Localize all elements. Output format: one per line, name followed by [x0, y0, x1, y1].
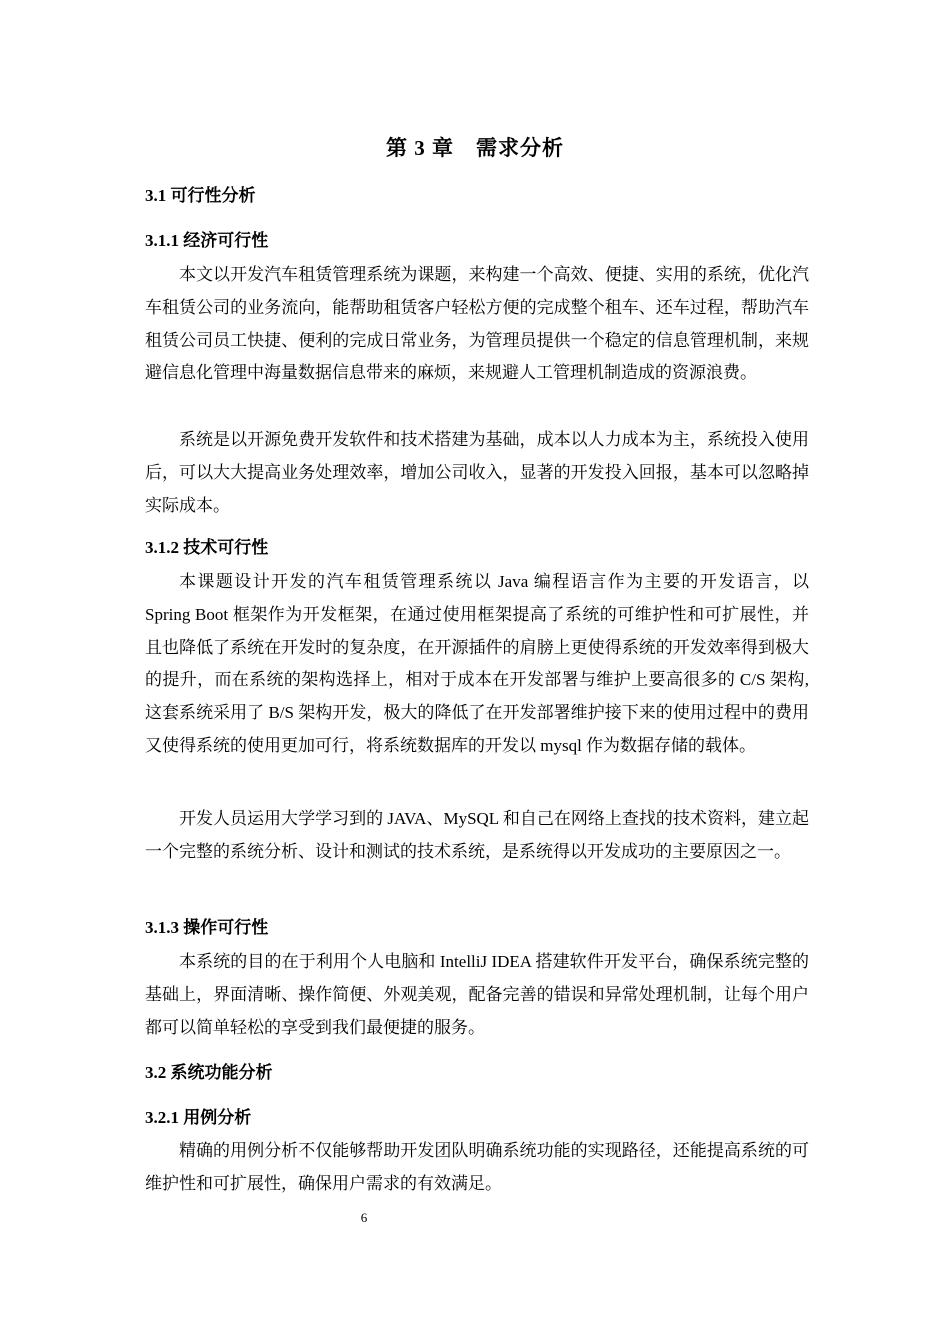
- chapter-title: 第 3 章 需求分析: [386, 136, 564, 160]
- subsection-heading-3-1-1: 3.1.1 经济可行性: [145, 231, 269, 250]
- paragraph-economic-1: 本文以开发汽车租赁管理系统为课题，来构建一个高效、便捷、实用的系统，优化汽车租赁公司的业务流向，能帮助租赁客户轻松方便的完成整个租车、还车过程，帮助汽车租赁公司员工快捷、便利的完成日常业务，为管理员提供一个稳定的信息管理机制，来规避信息化管理中海量数据信息带来的麻烦，来规避人工管理机制造成的资源浪费。: [145, 265, 809, 383]
- subsection-heading-3-1-3: 3.1.3 操作可行性: [145, 918, 269, 937]
- page-number: 6: [360, 1210, 368, 1225]
- paragraph-technical-1: 本课题设计开发的汽车租赁管理系统以 Java 编程语言作为主要的开发语言，以 Spring Boot 框架作为开发框架，在通过使用框架提高了系统的可维护性和可扩展性，并且也降低了系统在开发时的复杂度，在开源插件的肩膀上更使得系统的开发效率得到极大的提升，而在系统的架构选择上，相对于成本在开发部署与维护上要高很多的 C/S 架构,这套系统采用了 B/S 架构开发，极大的降低了在开发部署维护接下来的使用过程中的费用又使得系统的使用更加可行，将系统数据库的开发以 mysql 作为数据存储的载体。: [145, 572, 809, 755]
- subsection-heading-3-2-1: 3.2.1 用例分析: [145, 1108, 252, 1127]
- section-heading-3-2: 3.2 系统功能分析: [145, 1063, 273, 1082]
- paragraph-technical-2: 开发人员运用大学学习到的 JAVA、MySQL 和自己在网络上查找的技术资料，建立起一个完整的系统分析、设计和测试的技术系统，是系统得以开发成功的主要原因之一。: [145, 809, 809, 861]
- paragraph-economic-2: 系统是以开源免费开发软件和技术搭建为基础，成本以人力成本为主，系统投入使用后，可以大大提高业务处理效率，增加公司收入，显著的开发投入回报，基本可以忽略掉实际成本。: [145, 430, 809, 515]
- paragraph-operational-1: 本系统的目的在于利用个人电脑和 IntelliJ IDEA 搭建软件开发平台，确保系统完整的基础上，界面清晰、操作简便、外观美观，配备完善的错误和异常处理机制，让每个用户都可以简单轻松的享受到我们最便捷的服务。: [145, 952, 809, 1037]
- paragraph-use-case-1: 精确的用例分析不仅能够帮助开发团队明确系统功能的实现路径，还能提高系统的可维护性和可扩展性，确保用户需求的有效满足。: [145, 1141, 809, 1193]
- section-heading-3-1: 3.1 可行性分析: [145, 186, 256, 205]
- subsection-heading-3-1-2: 3.1.2 技术可行性: [145, 538, 269, 557]
